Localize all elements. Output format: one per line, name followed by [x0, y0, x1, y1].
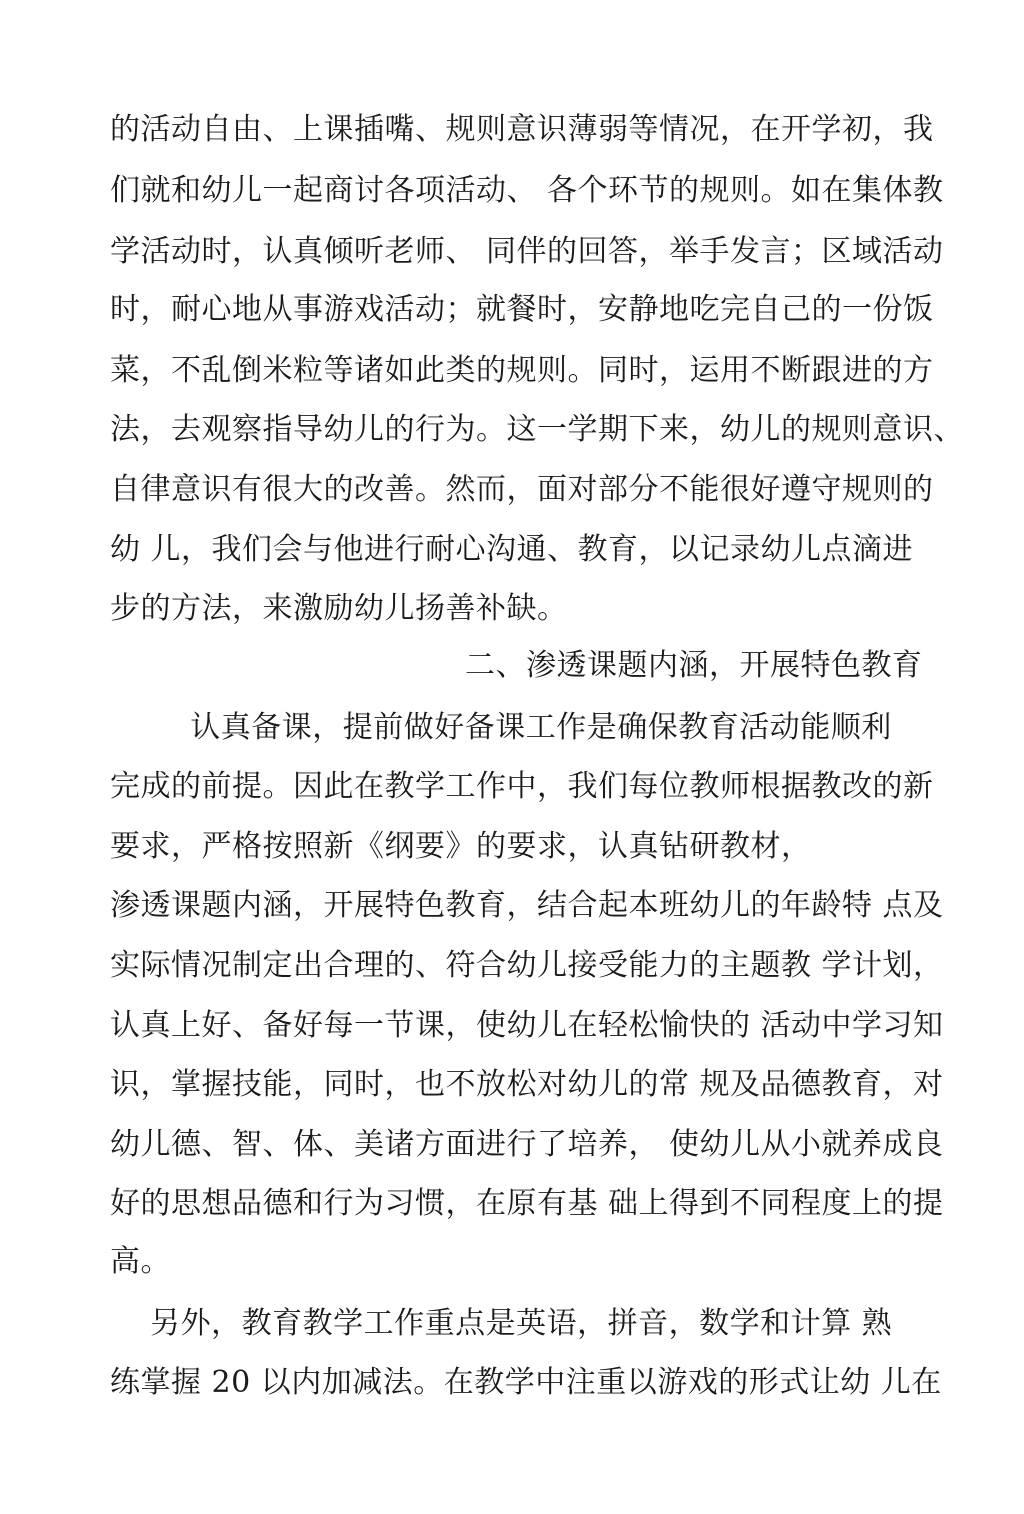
paragraph-2-line: 好的思想品德和行为习惯，在原有基 础上得到不同程度上的提: [110, 1186, 944, 1221]
paragraph-1-line: 幼 儿，我们会与他进行耐心沟通、教育，以记录幼儿点滴进: [110, 532, 914, 567]
paragraph-2-line: 认真上好、备好每一节课，使幼儿在轻松愉快的 活动中学习知: [110, 1008, 944, 1043]
paragraph-1-line: 时，耐心地从事游戏活动；就餐时，安静地吃完自己的一份饭: [110, 292, 934, 327]
paragraph-1-line: 菜，不乱倒米粒等诸如此类的规则。同时，运用不断跟进的方: [110, 353, 934, 388]
paragraph-1-line: 自律意识有很大的改善。然而，面对部分不能很好遵守规则的: [110, 472, 934, 507]
paragraph-1-line: 法，去观察指导幼儿的行为。这一学期下来，幼儿的规则意识、: [110, 412, 964, 447]
paragraph-2-line: 高。: [110, 1244, 171, 1279]
paragraph-1-line: 学活动时，认真倾听老师、 同伴的回答，举手发言；区域活动: [110, 234, 944, 269]
paragraph-2-line: 完成的前提。因此在教学工作中，我们每位教师根据教改的新: [110, 769, 934, 804]
paragraph-2-line: 幼儿德、智、体、美诸方面进行了培养， 使幼儿从小就养成良: [110, 1127, 944, 1162]
section-heading: 二、渗透课题内涵，开展特色教育: [465, 648, 923, 683]
paragraph-2-line: 认真备课，提前做好备课工作是确保教育活动能顺利: [110, 710, 892, 745]
paragraph-1-line: 步的方法，来激励幼儿扬善补缺。: [110, 591, 568, 626]
paragraph-3-line: 另外，教育教学工作重点是英语，拼音，数学和计算 熟: [110, 1306, 893, 1341]
paragraph-2-line: 实际情况制定出合理的、符合幼儿接受能力的主题教 学计划，: [110, 948, 944, 983]
paragraph-2-line: 要求，严格按照新《纲要》的要求，认真钻研教材，: [110, 829, 812, 864]
paragraph-2-line: 渗透课题内涵，开展特色教育，结合起本班幼儿的年龄特 点及: [110, 888, 944, 923]
paragraph-1-line: 们就和幼儿一起商讨各项活动、 各个环节的规则。如在集体教: [110, 173, 944, 208]
paragraph-3-line: 练掌握 20 以内加减法。在教学中注重以游戏的形式让幼 儿在: [110, 1365, 942, 1400]
paragraph-1-line: 的活动自由、上课插嘴、规则意识薄弱等情况，在开学初，我: [110, 112, 934, 147]
paragraph-2-line: 识，掌握技能，同时，也不放松对幼儿的常 规及品德教育，对: [110, 1067, 944, 1102]
